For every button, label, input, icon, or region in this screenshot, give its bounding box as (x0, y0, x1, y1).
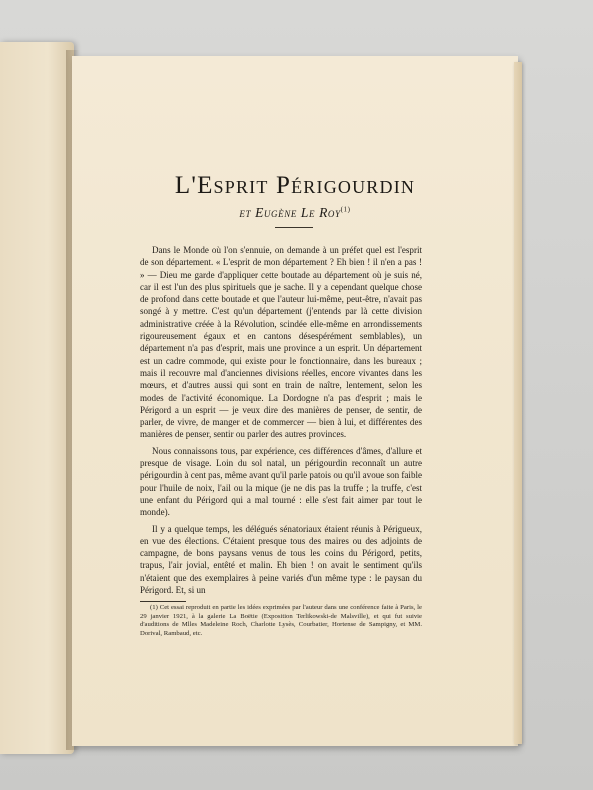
footnote-rule (140, 601, 186, 602)
page-title: L'Esprit Périgourdin (174, 172, 416, 199)
body-text (140, 244, 422, 600)
subtitle-note-marker: (1) (340, 205, 351, 214)
page-subtitle (72, 205, 518, 221)
title-rule (275, 227, 313, 228)
paragraph: Il y a quelque temps, les délégués sénatoriaux étaient réunis à Périgueux, en vue des élections. C'étaient presque tous des maires ou des adjoints de campagne, de bons paysans venus de tous les coins du Périgord, petits, trapus, l'air jovial, entêté et malin. Eh bien ! on avait le sentiment qu'ils n'étaient que des exemplaires à peine variés d'un même type : le paysan du Périgord. Et, si un (140, 523, 422, 596)
subtitle-text: et Eugène Le Roy (239, 205, 341, 220)
left-page-edge (0, 42, 74, 754)
paragraph: Dans le Monde où l'on s'ennuie, on demande à un préfet quel est l'esprit de son département. « L'esprit de mon département ? Eh bien ! il n'en a pas ! » — Dieu me garde d'appliquer cette boutade au département où je suis né, car il est l'un des plus spirituels que je sache. Il y a cependant quelque chose de profond dans cette boutade et que l'auteur lui-même, peut-être, n'avait pas songé à y mettre. C'est qu'un département (j'entends par là cette division administrative créée à la Révolution, scindée elle-même en arrondissements rigoureusement égaux et en cantons désespérément semblables), un département n'a pas d'esprit, mais une province a un esprit. Un département est un cadre commode, qui existe pour le fonctionnaire, dans les bureaux ; mais il recouvre mal d'anciennes divisions réelles, encore vivantes dans les mœurs, et d'autres aussi qui sont en train de naître, lentement, selon les modes de l'activité économique. La Dordogne n'a pas d'esprit ; mais le Périgord a un esprit — je veux dire des manières de penser, de sentir, de parler, de vivre, de manger et de commercer — bien à lui, et différentes des manières de penser, sentir ou parler des autres provinces. (140, 245, 422, 440)
footnote: (1) Cet essai reproduit en partie les idées exprimées par l'auteur dans une conférence faite à Paris, le 29 janvier 1921, à la galerie La Boëtie (Exposition Terlikowski-de Malsville), et qui fut suivie d'auditions de Mlles Madeleine Roch, Charlotte Lysès, Courbatier, Hortense de Sampigny, et MM. Dorival, Rambaud, etc. (140, 604, 422, 637)
page-stack-edge (514, 62, 522, 744)
paragraph: Nous connaissons tous, par expérience, ces différences d'âmes, d'allure et presque de visage. Loin du sol natal, un périgourdin reconnaît un autre périgourdin à cent pas, même avant qu'il parle patois ou qu'il avoue son faible pour l'huile de noix, l'ail ou la mique (je ne dis pas la truffe ; la truffe, c'est une enfant du Périgord qui a mal tourné : elle s'est fait aimer par tout le monde). (140, 445, 422, 518)
